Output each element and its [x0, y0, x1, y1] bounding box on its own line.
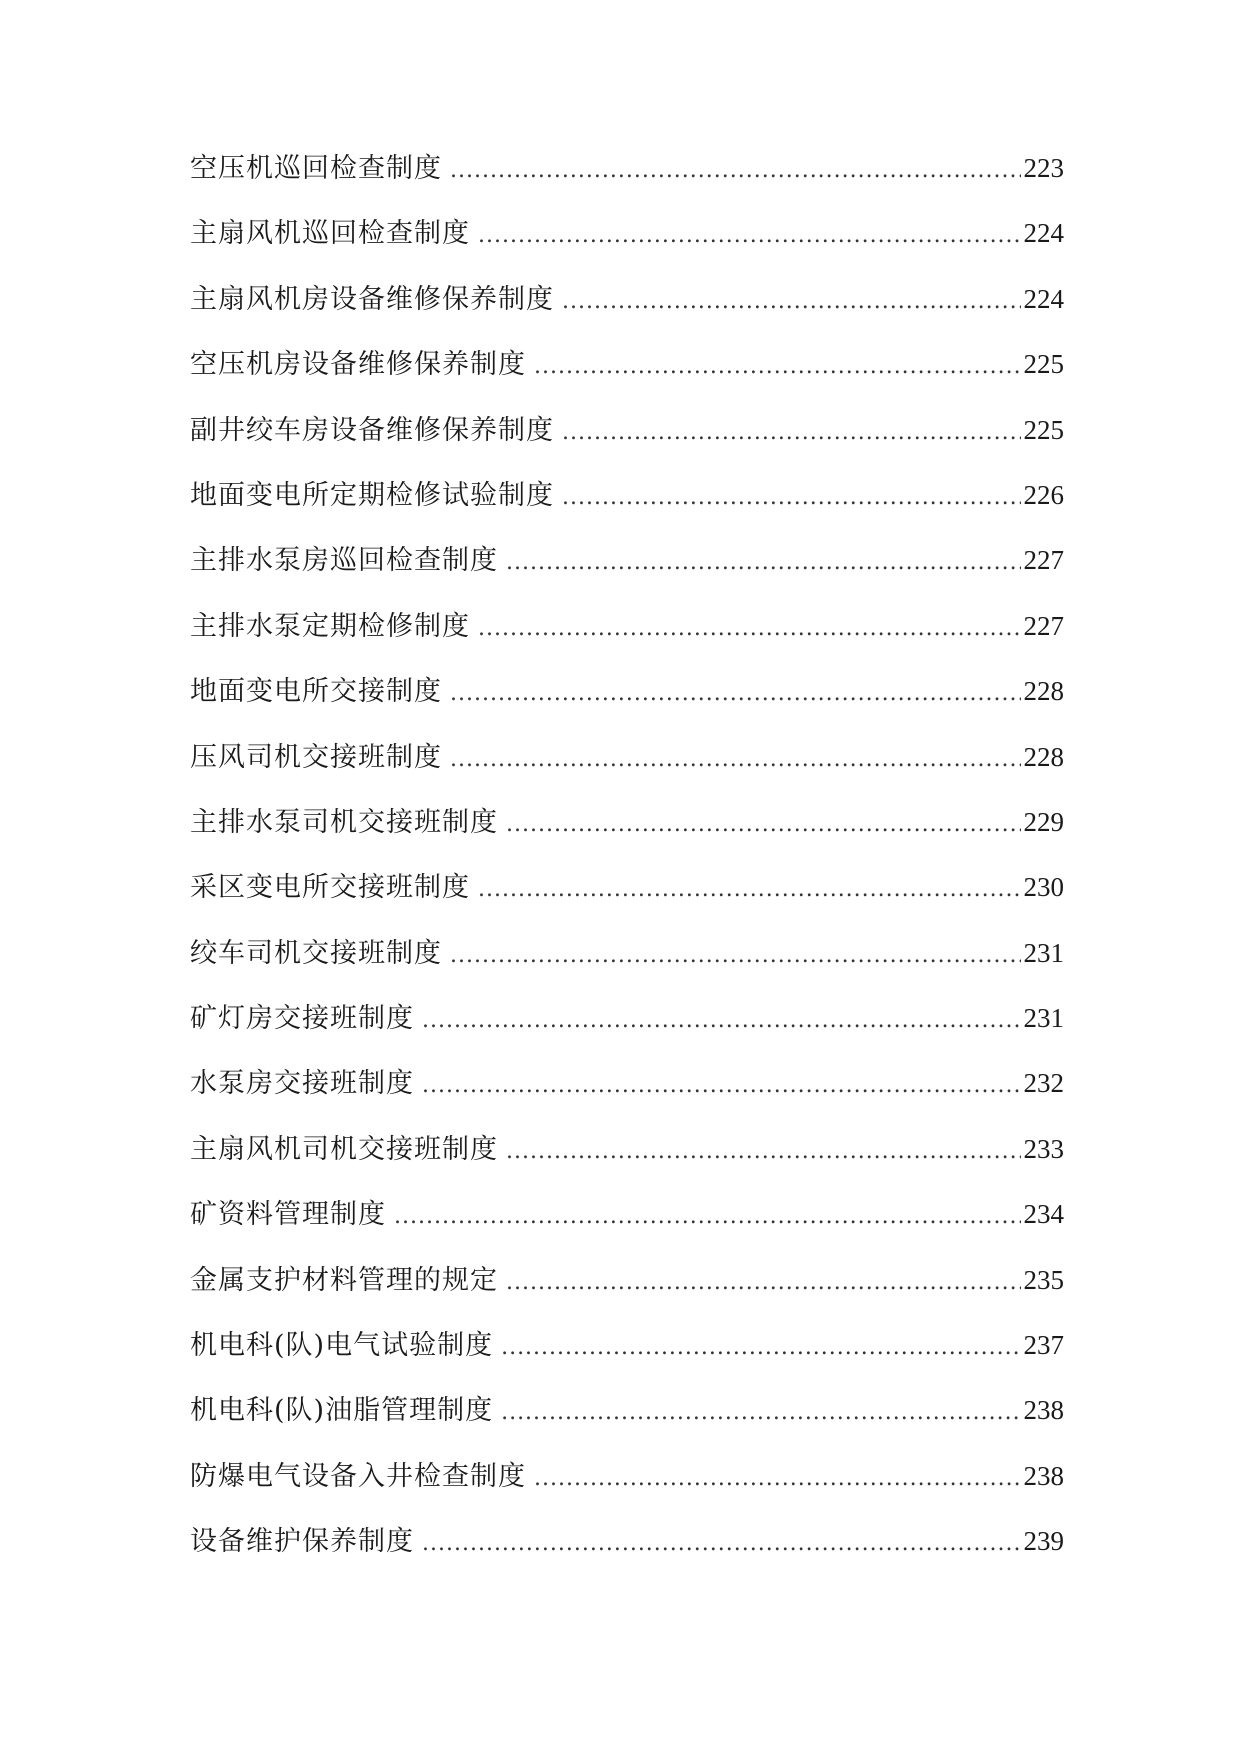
toc-entry-title: 压风司机交接班制度: [190, 741, 442, 773]
dot-leader: [562, 422, 1021, 444]
dot-leader: [506, 1272, 1021, 1294]
toc-entry-page-number: 226: [1023, 479, 1064, 510]
toc-entry-title: 地面变电所定期检修试验制度: [190, 479, 554, 511]
toc-entry-title: 主扇风机巡回检查制度: [190, 218, 470, 250]
toc-entry[interactable]: [190, 351, 1064, 416]
toc-entry-title: 设备维护保养制度: [190, 1526, 414, 1558]
toc-entry-title: 主排水泵房巡回检查制度: [190, 545, 498, 577]
toc-entry[interactable]: [190, 479, 1064, 547]
toc-entry[interactable]: [190, 1133, 1064, 1201]
toc-entry-page-number: 227: [1023, 545, 1064, 576]
dot-leader: [506, 814, 1021, 836]
toc-entry-page-number: 237: [1023, 1330, 1064, 1361]
dot-leader: [422, 1010, 1021, 1032]
dot-leader: [534, 1468, 1021, 1490]
toc-entry[interactable]: [190, 414, 1064, 482]
toc-entry-title: 副井绞车房设备维修保养制度: [190, 414, 554, 446]
dot-leader: [534, 356, 1021, 378]
toc-entry-page-number: 225: [1023, 349, 1064, 380]
toc-entry-title: 采区变电所交接班制度: [190, 872, 470, 904]
toc-entry-page-number: 239: [1023, 1526, 1064, 1557]
toc-entry-page-number: 231: [1023, 1003, 1064, 1034]
toc-entry-title: 空压机房设备维修保养制度: [190, 349, 526, 381]
toc-entry-page-number: 224: [1023, 218, 1064, 249]
toc-entry-page-number: 232: [1023, 1068, 1064, 1099]
toc-entry-title: 主扇风机房设备维修保养制度: [190, 283, 554, 315]
toc-entry-title: 主排水泵定期检修制度: [190, 610, 470, 642]
dot-leader: [562, 487, 1021, 509]
toc-entry-title: 防爆电气设备入井检查制度: [190, 1460, 526, 1492]
toc-entry[interactable]: [190, 1005, 1064, 1070]
dot-leader: [450, 945, 1021, 967]
toc-entry-title: 空压机巡回检查制度: [190, 153, 442, 184]
toc-entry-page-number: 223: [1023, 153, 1064, 183]
toc-entry[interactable]: [190, 806, 1064, 874]
dot-leader: [450, 683, 1021, 705]
toc-entry-page-number: 231: [1023, 937, 1064, 968]
toc-entry[interactable]: [190, 937, 1064, 1005]
toc-entry-page-number: 228: [1023, 741, 1064, 772]
toc-entry-title: 主排水泵司机交接班制度: [190, 806, 498, 838]
toc-entry-title: 金属支护材料管理的规定: [190, 1264, 498, 1296]
toc-entry-page-number: 229: [1023, 806, 1064, 837]
toc-entry-page-number: 228: [1023, 676, 1064, 707]
toc-entry-title: 地面变电所交接制度: [190, 676, 442, 708]
toc-entry[interactable]: [190, 1397, 1064, 1462]
toc-entry[interactable]: [190, 1070, 1064, 1135]
dot-leader: [501, 1402, 1020, 1424]
dot-leader: [478, 225, 1021, 247]
toc-entry-page-number: 225: [1023, 414, 1064, 445]
toc-entry[interactable]: [190, 1460, 1064, 1528]
toc-entry-title: 机电科(队)电气试验制度: [190, 1330, 494, 1362]
toc-entry[interactable]: [190, 155, 1064, 220]
dot-leader: [394, 1206, 1021, 1228]
dot-leader: [506, 1141, 1021, 1163]
toc-entry-page-number: 238: [1023, 1460, 1064, 1491]
toc-entry[interactable]: [190, 874, 1064, 939]
toc-entry[interactable]: [190, 1264, 1064, 1332]
toc-entry-title: 主扇风机司机交接班制度: [190, 1133, 498, 1165]
toc-entry-page-number: 238: [1023, 1395, 1064, 1426]
toc-entry[interactable]: [190, 220, 1064, 285]
toc-entry[interactable]: [190, 741, 1064, 809]
table-of-contents: [190, 155, 1064, 1594]
toc-entry-page-number: 230: [1023, 872, 1064, 903]
dot-leader: [478, 879, 1021, 901]
toc-entry-page-number: 234: [1023, 1199, 1064, 1230]
toc-entry-title: 矿资料管理制度: [190, 1199, 386, 1231]
dot-leader: [562, 291, 1021, 313]
dot-leader: [478, 618, 1021, 640]
toc-entry-title: 矿灯房交接班制度: [190, 1003, 414, 1035]
toc-entry[interactable]: [190, 1332, 1064, 1397]
toc-entry[interactable]: [190, 610, 1064, 678]
toc-entry-title: 水泵房交接班制度: [190, 1068, 414, 1100]
dot-leader: [422, 1075, 1021, 1097]
toc-entry-page-number: 227: [1023, 610, 1064, 641]
dot-leader: [450, 160, 1021, 182]
toc-entry-page-number: 235: [1023, 1264, 1064, 1295]
toc-entry[interactable]: [190, 547, 1064, 612]
dot-leader: [422, 1533, 1021, 1555]
toc-entry[interactable]: [190, 1528, 1064, 1593]
toc-entry-title: 绞车司机交接班制度: [190, 937, 442, 969]
dot-leader: [501, 1337, 1020, 1359]
toc-entry-title: 机电科(队)油脂管理制度: [190, 1395, 494, 1427]
toc-entry[interactable]: [190, 283, 1064, 351]
toc-entry[interactable]: [190, 1201, 1064, 1266]
toc-entry-page-number: 224: [1023, 283, 1064, 314]
dot-leader: [506, 552, 1021, 574]
dot-leader: [450, 749, 1021, 771]
toc-entry[interactable]: [190, 678, 1064, 743]
toc-entry-page-number: 233: [1023, 1133, 1064, 1164]
